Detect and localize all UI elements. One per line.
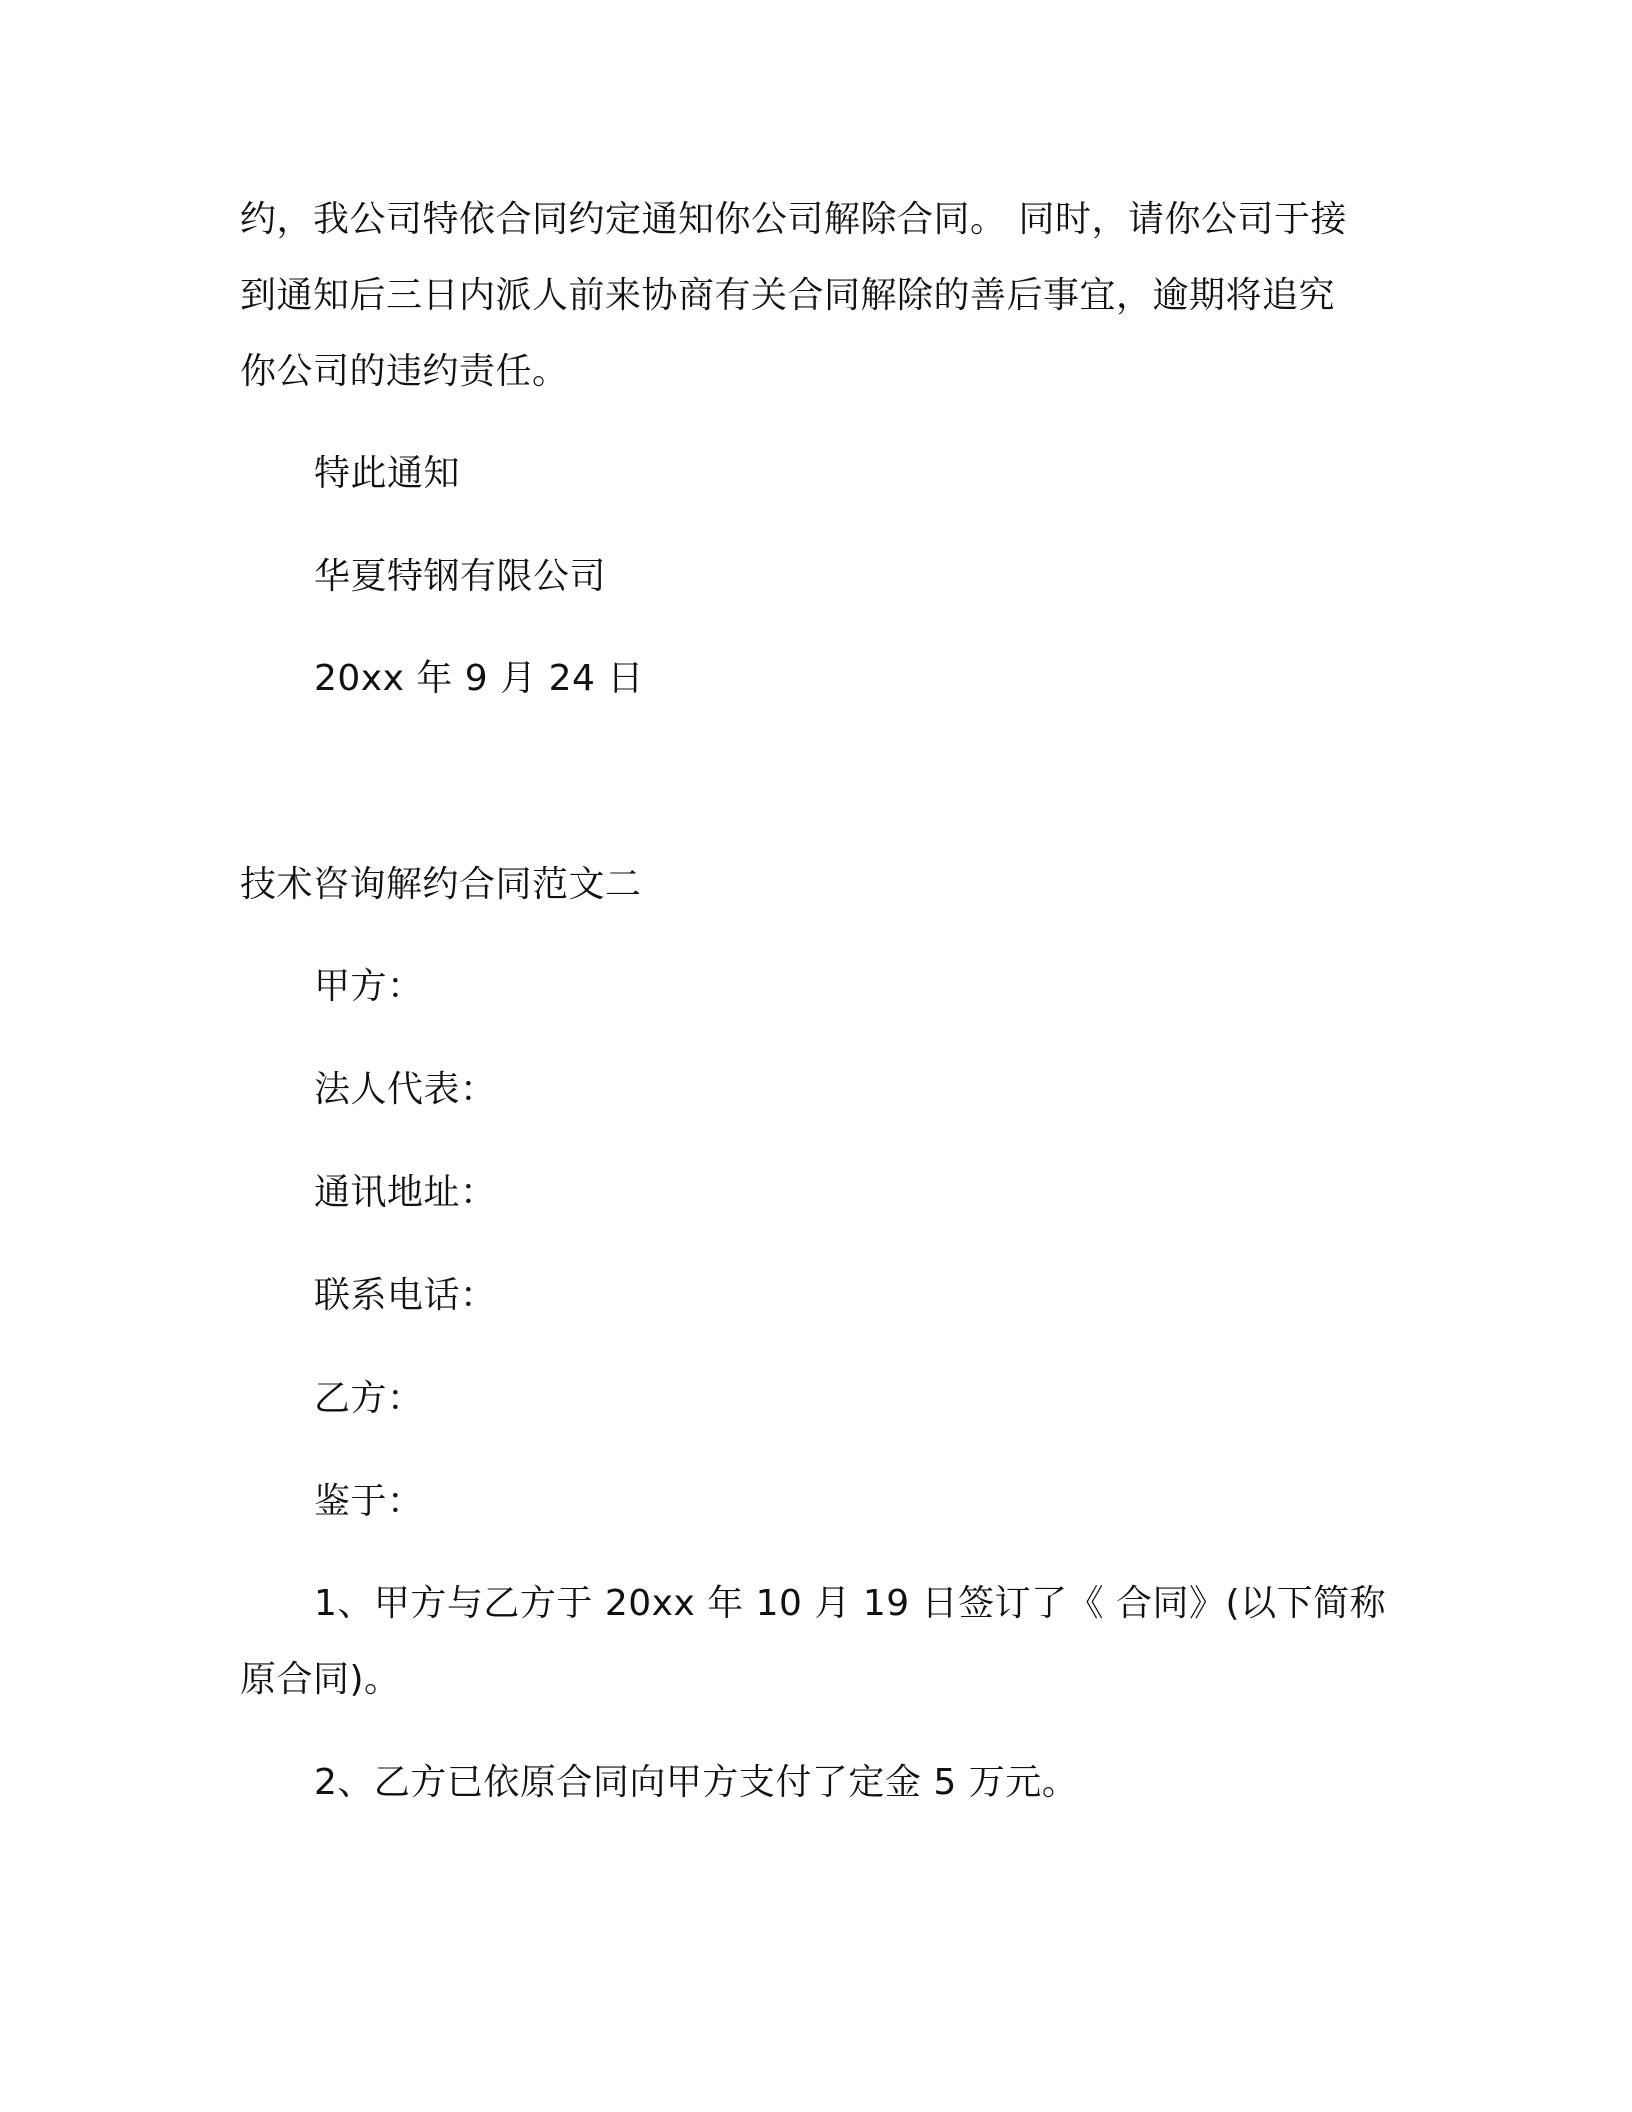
- clause-1-line-1: 1、甲方与乙方于 20xx 年 10 月 19 日签订了《 合同》(以下简称: [314, 1583, 1387, 1624]
- paragraph-line-1: 约，我公司特依合同约定通知你公司解除合同。 同时，请你公司于接: [240, 199, 1347, 240]
- address-label: 通讯地址：: [314, 1172, 497, 1213]
- legal-rep-label: 法人代表：: [314, 1069, 497, 1110]
- whereas-label: 鉴于：: [314, 1481, 424, 1522]
- notice-date: 20xx 年 9 月 24 日: [314, 658, 644, 699]
- section-title: 技术咨询解约合同范文二: [240, 864, 642, 905]
- paragraph-line-2: 到通知后三日内派人前来协商有关合同解除的善后事宜，逾期将追究: [240, 275, 1336, 316]
- paragraph-line-3: 你公司的违约责任。: [240, 351, 569, 392]
- party-a-label: 甲方：: [314, 966, 424, 1007]
- phone-label: 联系电话：: [314, 1275, 497, 1316]
- clause-2-text: 2、乙方已依原合同向甲方支付了定金 5 万元。: [314, 1762, 1079, 1803]
- closing-text: 特此通知: [314, 453, 461, 494]
- clause-1-line-2: 原合同)。: [240, 1659, 401, 1700]
- party-b-label: 乙方：: [314, 1378, 424, 1419]
- company-name: 华夏特钢有限公司: [314, 556, 607, 597]
